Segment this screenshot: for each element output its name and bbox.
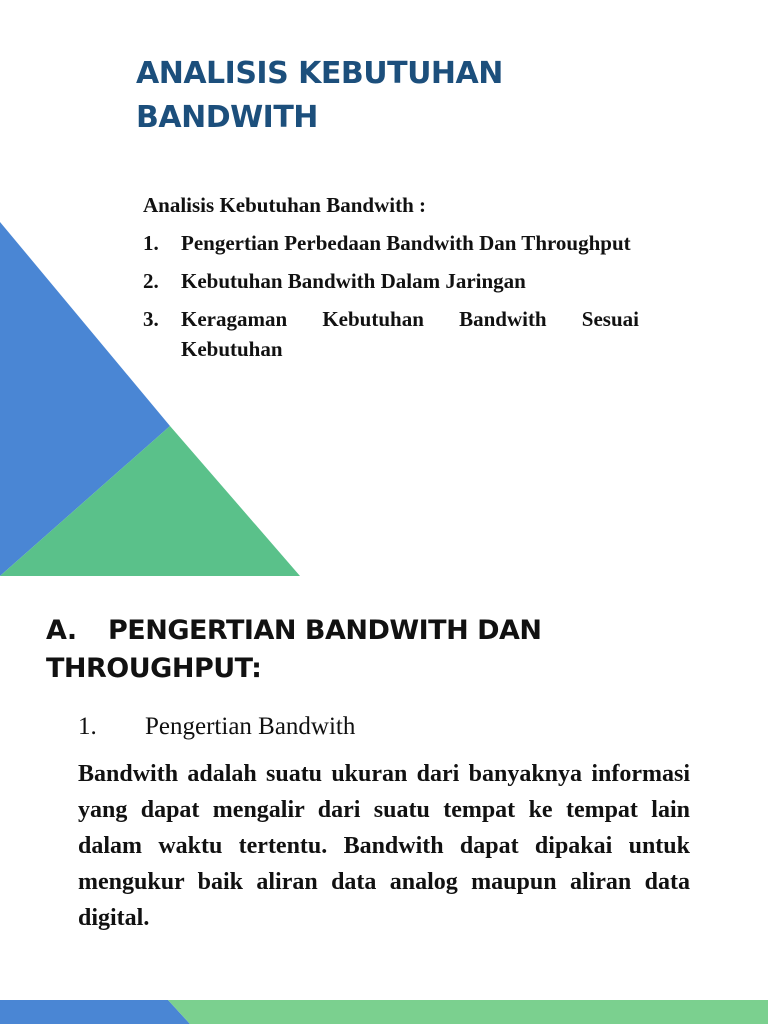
agenda-item-number: 3. (143, 307, 159, 331)
agenda-item (143, 228, 639, 258)
agenda-item-text: Kebutuhan Bandwith Dalam Jaringan (181, 269, 526, 293)
slide-title (136, 52, 696, 140)
bottom-bar-green (168, 1000, 768, 1024)
agenda-intro: Analisis Kebutuhan Bandwith : (143, 193, 427, 217)
agenda-list (143, 190, 639, 372)
definition-paragraph: Bandwith adalah suatu ukuran dari banyaknya informasi yang dapat mengalir dari suatu tempat ke tempat lain dalam waktu tertentu. Bandwith dapat dipakai untuk mengukur baik aliran data analog maupun aliran data digital. (78, 761, 690, 931)
section-title-line-1: PENGERTIAN BANDWITH DAN (108, 615, 542, 646)
sub-heading-text: Pengertian Bandwith (145, 713, 356, 740)
section-letter: A. (46, 615, 77, 646)
agenda-item-number: 1. (143, 231, 159, 255)
agenda-item (143, 304, 639, 364)
slide-title-line-2: BANDWITH (136, 100, 318, 135)
sub-heading-number: 1. (78, 713, 97, 740)
slide-definition (0, 576, 768, 1024)
agenda-item-text: Keragaman Kebutuhan Bandwith Sesuai Kebutuhan (181, 307, 639, 361)
bottom-color-bar (0, 1000, 768, 1024)
slide-title-line-1: ANALISIS KEBUTUHAN (136, 56, 503, 91)
section-title (46, 612, 746, 688)
agenda-item-text: Pengertian Perbedaan Bandwith Dan Throughput (181, 231, 631, 255)
bottom-bar-blue (0, 1000, 190, 1024)
sub-heading (78, 710, 355, 744)
agenda-item (143, 266, 639, 296)
agenda-item-number: 2. (143, 269, 159, 293)
section-title-line-2: THROUGHPUT: (46, 653, 262, 684)
